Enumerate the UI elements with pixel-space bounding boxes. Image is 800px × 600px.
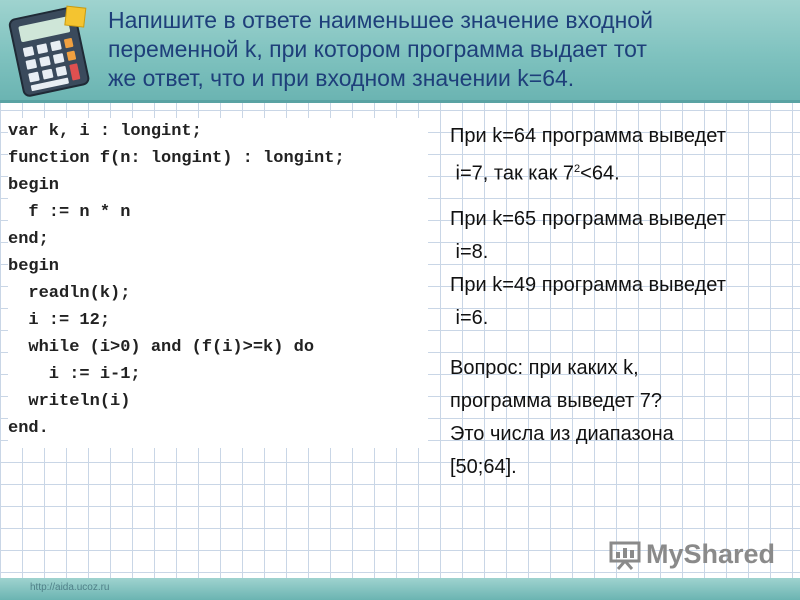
code-line: begin: [8, 176, 60, 195]
footer-bar: [0, 578, 800, 600]
code-line: f := n * n: [8, 203, 131, 222]
solution-line: При k=65 программа выведет: [450, 208, 726, 230]
solution-line: [450, 153, 795, 186]
calculator-icon: [2, 0, 104, 102]
solution-line: При k=64 программа выведет: [450, 125, 726, 147]
footer-url: http://aida.ucoz.ru: [30, 582, 110, 593]
header-banner: [0, 0, 800, 103]
title-line: переменной k, при котором программа выдает тот: [108, 36, 647, 62]
question-line: Вопрос: при каких k,: [450, 357, 639, 379]
myshared-logo: [608, 537, 776, 571]
pascal-code-listing: [8, 118, 428, 448]
code-line: function f(n: longint) : longint;: [8, 149, 345, 168]
code-line: end;: [8, 230, 49, 249]
title-line: Напишите в ответе наименьшее значение входной: [108, 7, 653, 33]
task-title: [108, 6, 798, 93]
presentation-board-icon: [608, 537, 642, 571]
question-line: программа выведет 7?: [450, 390, 662, 412]
solution-line: i=8.: [450, 241, 489, 263]
code-line: var k, i : longint;: [8, 122, 202, 141]
code-line: while (i>0) and (f(i)>=k) do: [8, 338, 315, 357]
code-line: end.: [8, 419, 49, 438]
solution-text-part: <64.: [580, 162, 620, 185]
solution-line: При k=49 программа выведет: [450, 274, 726, 296]
exponent: 2: [574, 163, 581, 175]
conclusion-line: [50;64].: [450, 456, 517, 478]
logo-text: MyShared: [646, 539, 776, 569]
solution-text: [450, 120, 795, 484]
solution-text-part: i=7, так как 7: [450, 162, 575, 185]
code-line: readln(k);: [8, 284, 131, 303]
title-line: же ответ, что и при входном значении k=64.: [108, 65, 575, 91]
code-line: writeln(i): [8, 392, 131, 411]
code-line: begin: [8, 257, 60, 276]
conclusion-line: Это числа из диапазона: [450, 423, 674, 445]
code-line: i := i-1;: [8, 365, 141, 384]
code-line: i := 12;: [8, 311, 111, 330]
solution-line: i=6.: [450, 307, 489, 329]
